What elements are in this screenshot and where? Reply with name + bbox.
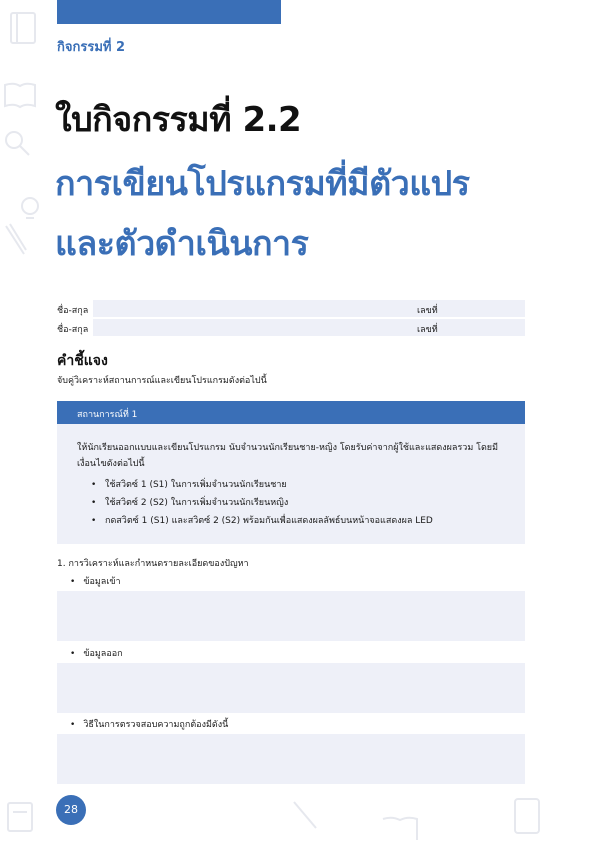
situation-header (57, 401, 525, 424)
activity-tag: กิจกรรมที่ 2 (57, 40, 126, 55)
list-item: • กดสวิตซ์ 1 (S1) และสวิตซ์ 2 (S2) พร้อมกันเพื่อแสดงผลลัพธ์บนหน้าจอแสดงผล LED (91, 512, 433, 530)
page-subtitle-line-1: การเขียนโปรแกรมที่มีตัวแปร (55, 164, 470, 204)
page-title: ใบกิจกรรมที่ 2.2 (55, 100, 302, 140)
number-field-2[interactable] (443, 319, 525, 336)
output-data-label: • ข้อมูลออก (70, 646, 123, 660)
verification-method-label: • วิธีในการตรวจสอบความถูกต้องมีดังนี้ (70, 717, 228, 731)
input-data-label: • ข้อมูลเข้า (70, 574, 121, 588)
name-row-2 (57, 319, 525, 336)
number-label: เลขที่ (417, 306, 438, 316)
calculator-icon (5, 800, 35, 834)
page-number: 28 (56, 795, 86, 825)
ruler-icon (290, 798, 320, 832)
name-field-1[interactable] (93, 300, 467, 317)
list-item: • ใช้สวิตซ์ 2 (S2) ในการเพิ่มจำนวนนักเรียนหญิง (91, 494, 433, 512)
situation-list (91, 476, 433, 530)
name-label: ชื่อ-สกุล (57, 306, 89, 316)
instructions-text: จับคู่วิเคราะห์สถานการณ์และเขียนโปรแกรมดังต่อไปนี้ (57, 376, 267, 386)
situation-title: สถานการณ์ที่ 1 (77, 410, 138, 420)
list-item: • ใช้สวิตซ์ 1 (S1) ในการเพิ่มจำนวนนักเรียนชาย (91, 476, 433, 494)
number-field-1[interactable] (443, 300, 525, 317)
top-accent-bar (57, 0, 281, 24)
pencil-icon (2, 222, 28, 258)
book-icon (2, 80, 38, 110)
tablet-icon (512, 796, 542, 836)
notebook-icon (8, 10, 38, 46)
situation-paragraph: ให้นักเรียนออกแบบและเขียนโปรแกรม นับจำนวนนักเรียนชาย-หญิง โดยรับค่าจากผู้ใช้และแสดงผลรวม โดยมีเงื่อนไขดังต่อไปนี้ (77, 443, 499, 469)
lightbulb-icon (16, 194, 44, 224)
name-label: ชื่อ-สกุล (57, 325, 89, 335)
question-1: 1. การวิเคราะห์และกำหนดรายละเอียดของปัญหา (57, 559, 249, 569)
name-row-1 (57, 300, 525, 317)
open-book-icon (380, 814, 420, 842)
instructions-title: คำชี้แจง (57, 353, 108, 369)
name-field-2[interactable] (93, 319, 467, 336)
verification-answer-box[interactable] (57, 734, 525, 784)
magnifier-icon (2, 128, 32, 158)
number-label: เลขที่ (417, 325, 438, 335)
output-data-answer-box[interactable] (57, 663, 525, 713)
page-subtitle-line-2: และตัวดำเนินการ (55, 224, 309, 264)
input-data-answer-box[interactable] (57, 591, 525, 641)
situation-box (57, 424, 525, 544)
